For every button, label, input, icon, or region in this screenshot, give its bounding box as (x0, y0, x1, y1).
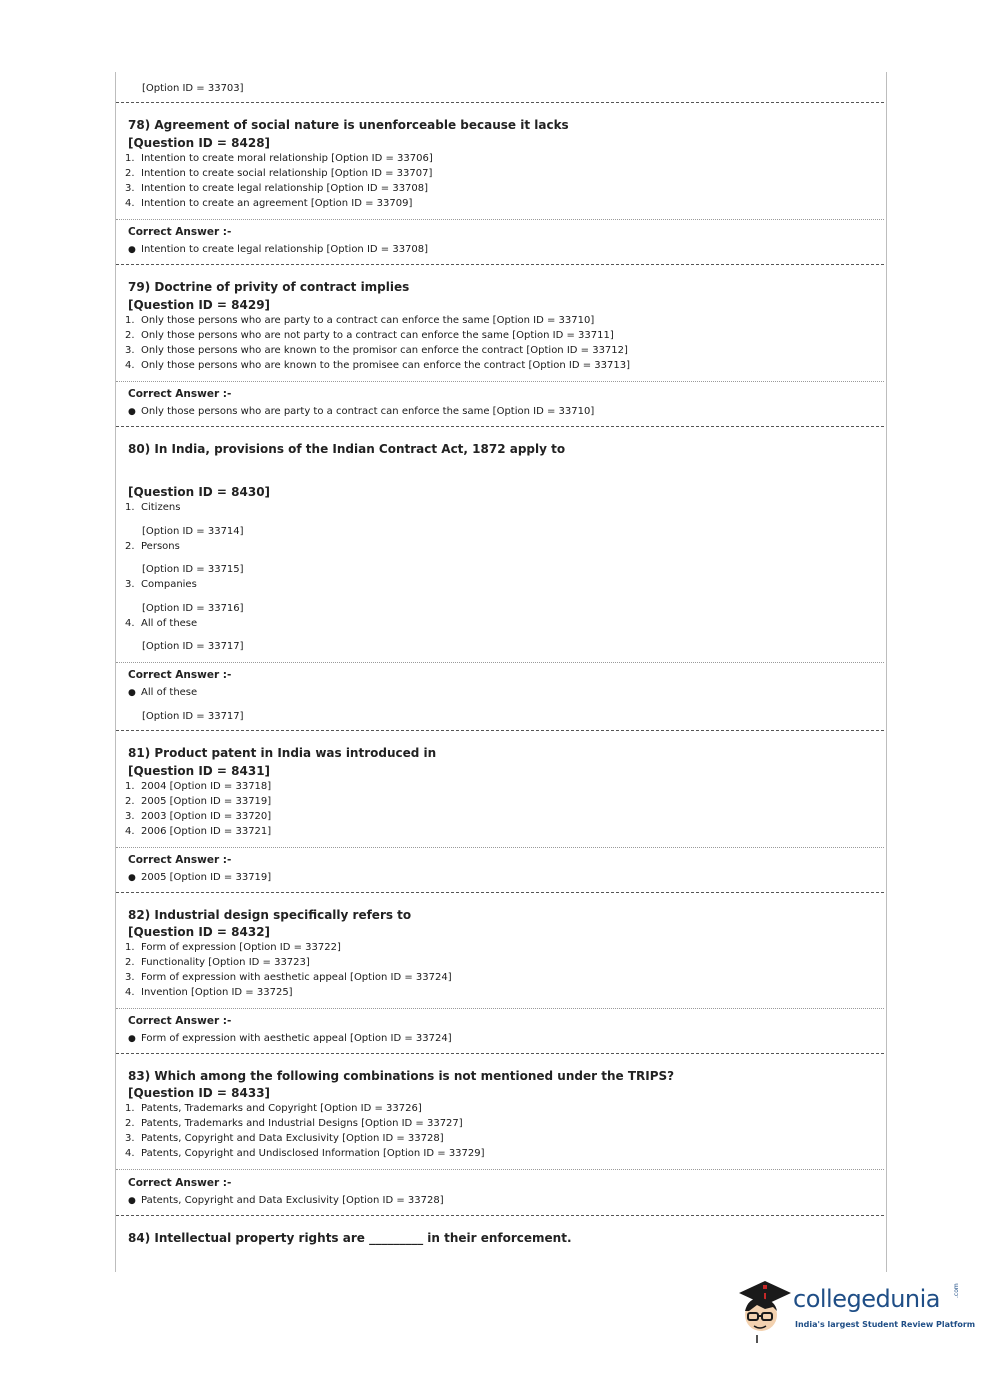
question-title: 81) Product patent in India was introduced in (128, 746, 437, 760)
option: 4. 2006 [Option ID = 33721] (125, 826, 272, 837)
divider (116, 102, 884, 103)
option-id: [Option ID = 33716] (142, 603, 244, 614)
question-id: [Question ID = 8429] (128, 298, 271, 312)
option: 1. Patents, Trademarks and Copyright [Option ID = 33726] (125, 1103, 422, 1114)
question-id: [Question ID = 8430] (128, 485, 271, 499)
option: 1. Intention to create moral relationship [Option ID = 33706] (125, 153, 433, 164)
divider (116, 1215, 884, 1216)
bullet-icon: ● (128, 688, 136, 698)
option: 1. Citizens (125, 502, 181, 513)
question-id: [Question ID = 8431] (128, 764, 271, 778)
divider (116, 1053, 884, 1054)
option: 3. 2003 [Option ID = 33720] (125, 811, 272, 822)
question-title: 82) Industrial design specifically refers to (128, 908, 412, 922)
logo-suffix: .com (953, 1283, 960, 1298)
divider (116, 892, 884, 893)
option: 3. Intention to create legal relationship [Option ID = 33708] (125, 183, 429, 194)
bullet-icon: ● (128, 1196, 136, 1206)
option: 2. Patents, Trademarks and Industrial Designs [Option ID = 33727] (125, 1118, 463, 1129)
option: 2. Persons (125, 541, 180, 552)
bullet-icon: ● (128, 873, 136, 883)
option: 2. Only those persons who are not party to a contract can enforce the same [Option ID = 33711] (125, 330, 614, 341)
correct-answer: ● Only those persons who are party to a contract can enforce the same [Option ID = 33710] (128, 406, 595, 417)
correct-answer-label: Correct Answer :- (128, 226, 232, 238)
bullet-icon: ● (128, 407, 136, 417)
option: 4. All of these (125, 618, 198, 629)
question-id: [Question ID = 8433] (128, 1086, 271, 1100)
logo-wordmark: collegedunia (793, 1285, 941, 1313)
option: 4. Intention to create an agreement [Option ID = 33709] (125, 198, 413, 209)
question-title: 84) Intellectual property rights are _________ in their enforcement. (128, 1231, 572, 1245)
correct-answer-option-id: [Option ID = 33717] (142, 711, 244, 722)
divider (116, 264, 884, 265)
previous-option-id: [Option ID = 33703] (142, 83, 244, 94)
correct-answer-label: Correct Answer :- (128, 1177, 232, 1189)
correct-answer-label: Correct Answer :- (128, 388, 232, 400)
divider (116, 426, 884, 427)
option: 3. Only those persons who are known to the promisor can enforce the contract [Option ID = 33712] (125, 345, 628, 356)
question-title: 80) In India, provisions of the Indian Contract Act, 1872 apply to (128, 442, 566, 456)
correct-answer-label: Correct Answer :- (128, 854, 232, 866)
option: 1. Form of expression [Option ID = 33722] (125, 942, 341, 953)
option: 2. Functionality [Option ID = 33723] (125, 957, 310, 968)
option: 1. 2004 [Option ID = 33718] (125, 781, 272, 792)
bullet-icon: ● (128, 245, 136, 255)
correct-answer-label: Correct Answer :- (128, 669, 232, 681)
correct-answer: ● All of these (128, 687, 198, 698)
answer-separator (116, 662, 884, 663)
correct-answer-label: Correct Answer :- (128, 1015, 232, 1027)
option-id: [Option ID = 33717] (142, 641, 244, 652)
option-id: [Option ID = 33714] (142, 526, 244, 537)
answer-separator (116, 1008, 884, 1009)
option: 3. Form of expression with aesthetic appeal [Option ID = 33724] (125, 972, 452, 983)
question-id: [Question ID = 8428] (128, 136, 271, 150)
correct-answer: ● Patents, Copyright and Data Exclusivity [Option ID = 33728] (128, 1195, 444, 1206)
correct-answer: ● Intention to create legal relationship [Option ID = 33708] (128, 244, 429, 255)
option: 4. Invention [Option ID = 33725] (125, 987, 293, 998)
option: 2. Intention to create social relationship [Option ID = 33707] (125, 168, 433, 179)
option: 1. Only those persons who are party to a contract can enforce the same [Option ID = 33710] (125, 315, 595, 326)
bullet-icon: ● (128, 1034, 136, 1044)
answer-separator (116, 847, 884, 848)
answer-separator (116, 219, 884, 220)
option: 3. Companies (125, 579, 197, 590)
answer-separator (116, 381, 884, 382)
option: 4. Only those persons who are known to the promisee can enforce the contract [Option ID = 33713] (125, 360, 630, 371)
option-id: [Option ID = 33715] (142, 564, 244, 575)
question-id: [Question ID = 8432] (128, 925, 271, 939)
question-title: 78) Agreement of social nature is unenforceable because it lacks (128, 118, 569, 132)
question-title: 83) Which among the following combinations is not mentioned under the TRIPS? (128, 1069, 675, 1083)
divider (116, 730, 884, 731)
question-title: 79) Doctrine of privity of contract implies (128, 280, 410, 294)
logo-tagline: India's largest Student Review Platform (795, 1320, 976, 1329)
answer-separator (116, 1169, 884, 1170)
option: 3. Patents, Copyright and Data Exclusivity [Option ID = 33728] (125, 1133, 444, 1144)
correct-answer: ● 2005 [Option ID = 33719] (128, 872, 272, 883)
option: 2. 2005 [Option ID = 33719] (125, 796, 272, 807)
correct-answer: ● Form of expression with aesthetic appeal [Option ID = 33724] (128, 1033, 452, 1044)
option: 4. Patents, Copyright and Undisclosed Information [Option ID = 33729] (125, 1148, 485, 1159)
